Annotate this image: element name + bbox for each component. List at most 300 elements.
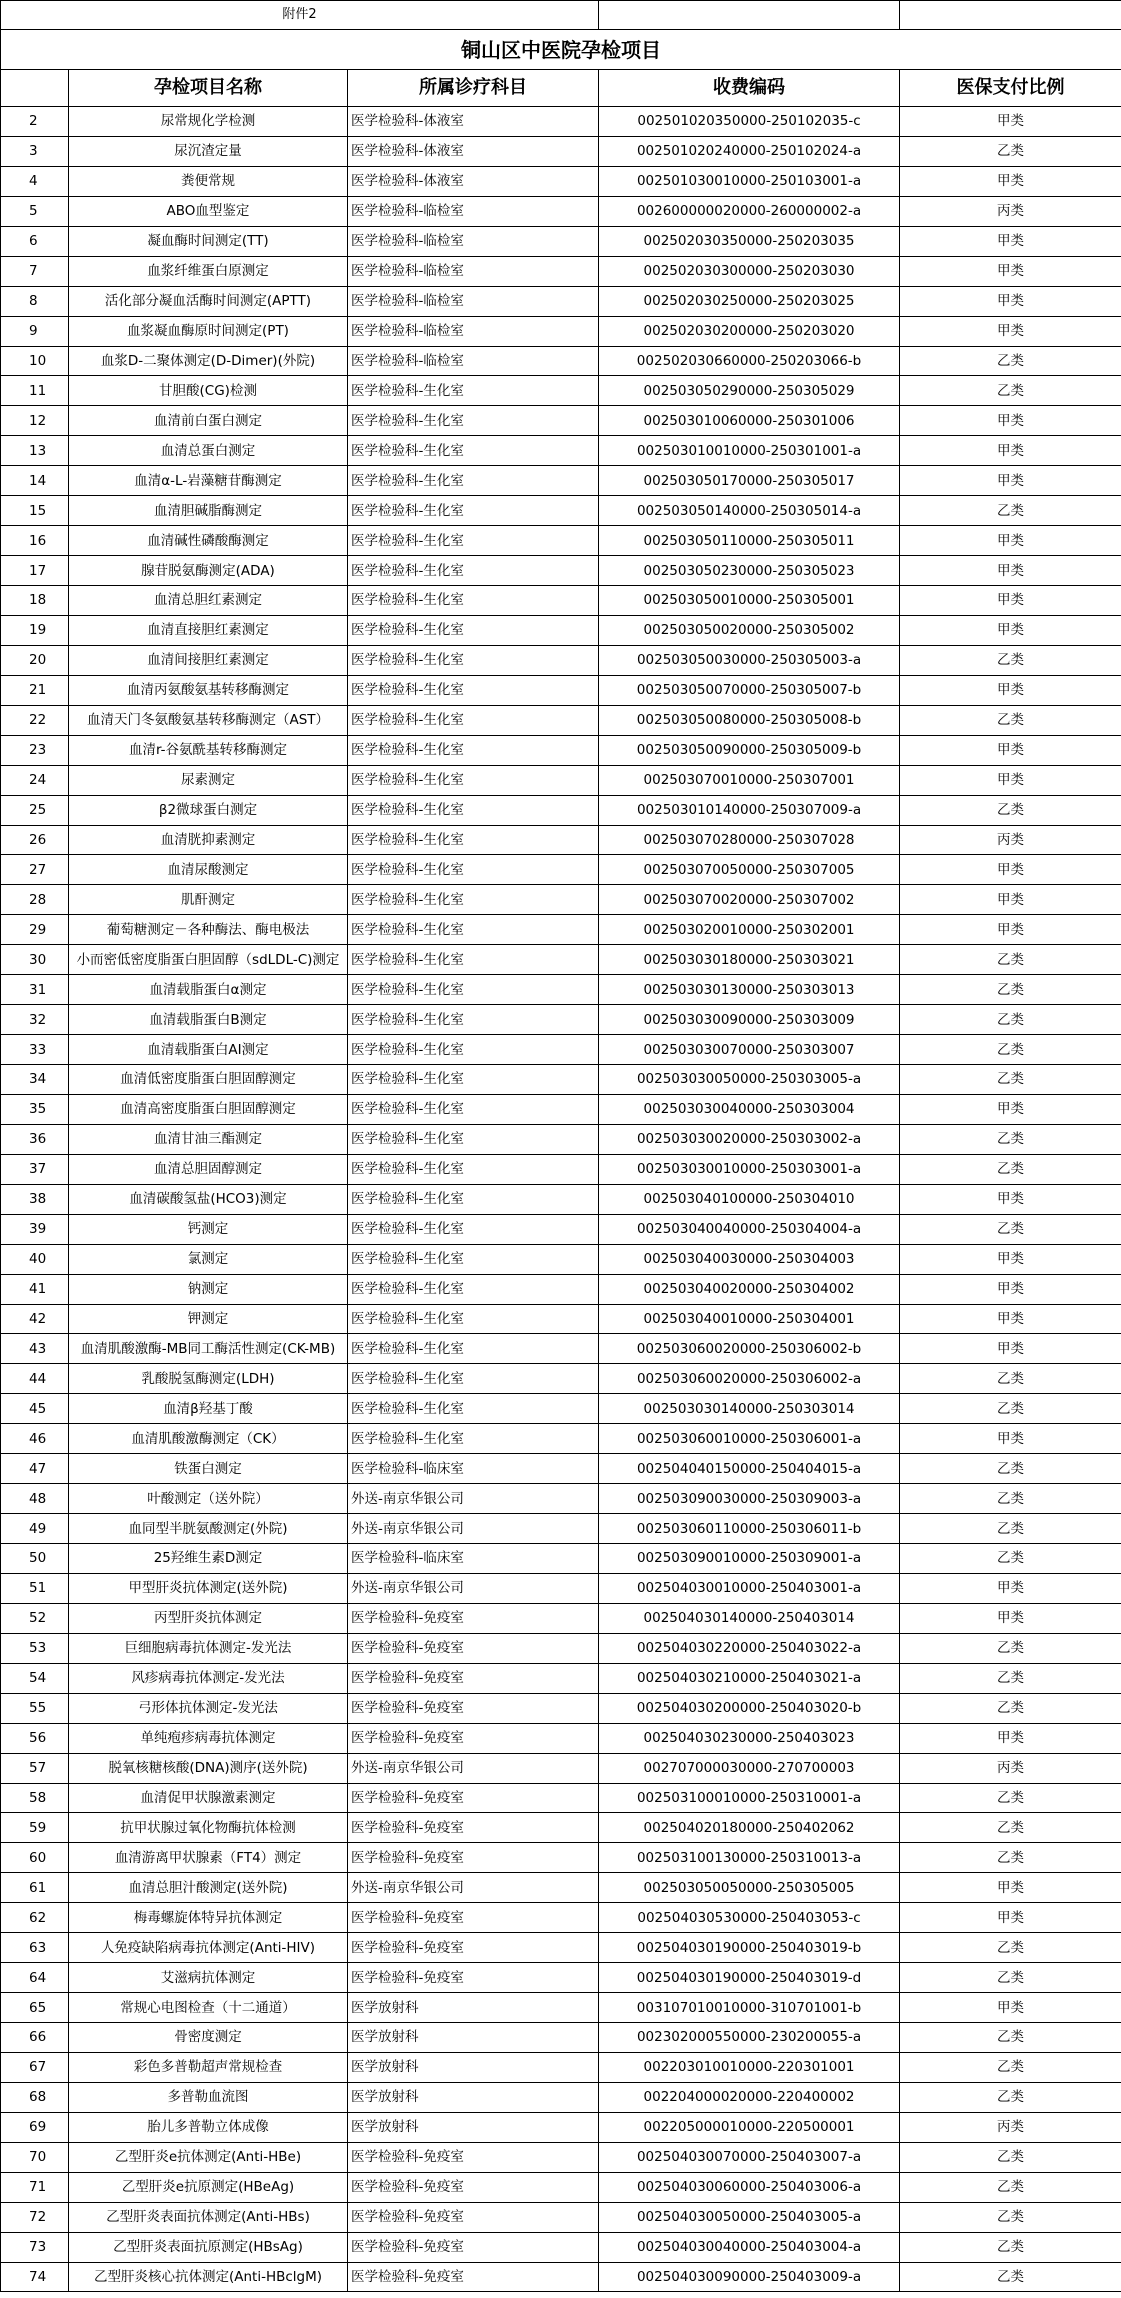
item-name: 叶酸测定（送外院）: [69, 1484, 348, 1514]
fee-code: 002503100010000-250310001-a: [599, 1783, 900, 1813]
fee-code: 002504030090000-250403009-a: [599, 2262, 900, 2292]
header-department: 所属诊疗科目: [348, 70, 599, 107]
department: 医学检验科-生化室: [348, 526, 599, 556]
table-row: [1, 1364, 1121, 1394]
item-name: 血清胱抑素测定: [69, 825, 348, 855]
department: 医学检验科-生化室: [348, 645, 599, 675]
department: 医学检验科-生化室: [348, 406, 599, 436]
insurance-ratio: 甲类: [900, 1094, 1121, 1124]
department: 医学检验科-临床室: [348, 1544, 599, 1574]
fee-code: 002501020350000-250102035-c: [599, 107, 900, 137]
insurance-ratio: 甲类: [900, 1603, 1121, 1633]
insurance-ratio: 乙类: [900, 1693, 1121, 1723]
row-number: 40: [1, 1244, 69, 1274]
department: 医学检验科-生化室: [348, 885, 599, 915]
item-name: 血浆D-二聚体测定(D-Dimer)(外院): [69, 346, 348, 376]
header-row: [1, 70, 1121, 107]
department: 医学检验科-免疫室: [348, 2262, 599, 2292]
fee-code: 002504030040000-250403004-a: [599, 2232, 900, 2262]
row-number: 65: [1, 1993, 69, 2023]
row-number: 11: [1, 376, 69, 406]
insurance-ratio: 甲类: [900, 1993, 1121, 2023]
item-name: 钠测定: [69, 1274, 348, 1304]
fee-code: 002504020180000-250402062: [599, 1813, 900, 1843]
department: 医学检验科-免疫室: [348, 1603, 599, 1633]
table-row: [1, 1274, 1121, 1304]
row-number: 25: [1, 795, 69, 825]
row-number: 29: [1, 915, 69, 945]
row-number: 23: [1, 735, 69, 765]
fee-code: 003107010010000-310701001-b: [599, 1993, 900, 2023]
department: 医学检验科-免疫室: [348, 1633, 599, 1663]
row-number: 13: [1, 436, 69, 466]
department: 医学检验科-免疫室: [348, 1903, 599, 1933]
row-number: 4: [1, 166, 69, 196]
row-number: 62: [1, 1903, 69, 1933]
row-number: 70: [1, 2142, 69, 2172]
row-number: 14: [1, 466, 69, 496]
table-row: [1, 2023, 1121, 2053]
insurance-ratio: 乙类: [900, 975, 1121, 1005]
item-name: 葡萄糖测定－各种酶法、酶电极法: [69, 915, 348, 945]
department: 医学检验科-生化室: [348, 1184, 599, 1214]
item-name: 血清碳酸氢盐(HCO3)测定: [69, 1184, 348, 1214]
item-name: 单纯疱疹病毒抗体测定: [69, 1723, 348, 1753]
table-row: [1, 1304, 1121, 1334]
insurance-ratio: 乙类: [900, 1813, 1121, 1843]
insurance-ratio: 乙类: [900, 376, 1121, 406]
insurance-ratio: 甲类: [900, 615, 1121, 645]
item-name: 艾滋病抗体测定: [69, 1963, 348, 1993]
item-name: 铁蛋白测定: [69, 1454, 348, 1484]
department: 医学检验科-免疫室: [348, 1783, 599, 1813]
insurance-ratio: 丙类: [900, 196, 1121, 226]
table-row: [1, 436, 1121, 466]
table-row: [1, 855, 1121, 885]
fee-code: 002502030350000-250203035: [599, 226, 900, 256]
table-row: [1, 1993, 1121, 2023]
insurance-ratio: 甲类: [900, 1873, 1121, 1903]
table-row: [1, 1244, 1121, 1274]
row-number: 53: [1, 1633, 69, 1663]
item-name: 血浆凝血酶原时间测定(PT): [69, 316, 348, 346]
table-row: [1, 1633, 1121, 1663]
department: 医学检验科-临床室: [348, 1454, 599, 1484]
insurance-ratio: 甲类: [900, 526, 1121, 556]
table-row: [1, 136, 1121, 166]
insurance-ratio: 甲类: [900, 1424, 1121, 1454]
fee-code: 002503050030000-250305003-a: [599, 645, 900, 675]
row-number: 57: [1, 1753, 69, 1783]
fee-code: 002205000010000-220500001: [599, 2112, 900, 2142]
table-row: [1, 675, 1121, 705]
item-name: 乙型肝炎e抗原测定(HBeAg): [69, 2172, 348, 2202]
fee-code: 002504030230000-250403023: [599, 1723, 900, 1753]
table-row: [1, 1783, 1121, 1813]
table-row: [1, 586, 1121, 616]
table-row: [1, 735, 1121, 765]
table-row: [1, 376, 1121, 406]
item-name: 人免疫缺陷病毒抗体测定(Anti-HIV): [69, 1933, 348, 1963]
fee-code: 002600000020000-260000002-a: [599, 196, 900, 226]
fee-code: 002503010060000-250301006: [599, 406, 900, 436]
department: 医学检验科-生化室: [348, 1214, 599, 1244]
table-row: [1, 1154, 1121, 1184]
department: 医学放射科: [348, 2112, 599, 2142]
department: 医学检验科-生化室: [348, 1244, 599, 1274]
item-name: 血清α-L-岩藻糖苷酶测定: [69, 466, 348, 496]
item-name: 血清肌酸激酶测定（CK）: [69, 1424, 348, 1454]
fee-code: 002503050230000-250305023: [599, 556, 900, 586]
fee-code: 002503030070000-250303007: [599, 1035, 900, 1065]
fee-code: 002503050090000-250305009-b: [599, 735, 900, 765]
item-name: 丙型肝炎抗体测定: [69, 1603, 348, 1633]
fee-code: 002504030200000-250403020-b: [599, 1693, 900, 1723]
department: 医学检验科-生化室: [348, 1065, 599, 1095]
row-number: 12: [1, 406, 69, 436]
item-name: 彩色多普勒超声常规检查: [69, 2052, 348, 2082]
fee-code: 002503030090000-250303009: [599, 1005, 900, 1035]
table-row: [1, 795, 1121, 825]
row-number: 63: [1, 1933, 69, 1963]
department: 医学检验科-生化室: [348, 376, 599, 406]
item-name: 胎儿多普勒立体成像: [69, 2112, 348, 2142]
row-number: 8: [1, 286, 69, 316]
row-number: 59: [1, 1813, 69, 1843]
item-name: 骨密度测定: [69, 2023, 348, 2053]
row-number: 54: [1, 1663, 69, 1693]
fee-code: 002503040040000-250304004-a: [599, 1214, 900, 1244]
table-row: [1, 166, 1121, 196]
department: 医学检验科-生化室: [348, 586, 599, 616]
table-row: [1, 945, 1121, 975]
fee-code: 002503030020000-250303002-a: [599, 1124, 900, 1154]
insurance-ratio: 乙类: [900, 2142, 1121, 2172]
item-name: 血清尿酸测定: [69, 855, 348, 885]
fee-code: 002503050140000-250305014-a: [599, 496, 900, 526]
department: 医学检验科-生化室: [348, 945, 599, 975]
insurance-ratio: 乙类: [900, 1484, 1121, 1514]
row-number: 45: [1, 1394, 69, 1424]
item-name: 常规心电图检查（十二通道）: [69, 1993, 348, 2023]
row-number: 28: [1, 885, 69, 915]
row-number: 20: [1, 645, 69, 675]
fee-code: 002502030250000-250203025: [599, 286, 900, 316]
insurance-ratio: 甲类: [900, 1334, 1121, 1364]
fee-code: 002502030660000-250203066-b: [599, 346, 900, 376]
table-row: [1, 1663, 1121, 1693]
item-name: 血清高密度脂蛋白胆固醇测定: [69, 1094, 348, 1124]
department: 医学检验科-临检室: [348, 346, 599, 376]
row-number: 47: [1, 1454, 69, 1484]
department: 医学检验科-免疫室: [348, 1813, 599, 1843]
table-row: [1, 256, 1121, 286]
attachment-row: [1, 1, 1121, 30]
table-row: [1, 915, 1121, 945]
table-row: [1, 466, 1121, 496]
row-number: 24: [1, 765, 69, 795]
fee-code: 002503020010000-250302001: [599, 915, 900, 945]
item-name: 抗甲状腺过氧化物酶抗体检测: [69, 1813, 348, 1843]
item-name: 血清r-谷氨酰基转移酶测定: [69, 735, 348, 765]
fee-code: 002504030070000-250403007-a: [599, 2142, 900, 2172]
table-row: [1, 286, 1121, 316]
item-name: 血清总胆固醇测定: [69, 1154, 348, 1184]
item-name: 血清载脂蛋白B测定: [69, 1005, 348, 1035]
item-name: 血清低密度脂蛋白胆固醇测定: [69, 1065, 348, 1095]
fee-code: 002503050080000-250305008-b: [599, 705, 900, 735]
row-number: 15: [1, 496, 69, 526]
item-name: 氯测定: [69, 1244, 348, 1274]
table-row: [1, 556, 1121, 586]
department: 外送-南京华银公司: [348, 1514, 599, 1544]
table-row: [1, 765, 1121, 795]
insurance-ratio: 乙类: [900, 496, 1121, 526]
insurance-ratio: 乙类: [900, 1035, 1121, 1065]
table-row: [1, 406, 1121, 436]
fee-code: 002504030220000-250403022-a: [599, 1633, 900, 1663]
fee-code: 002503040100000-250304010: [599, 1184, 900, 1214]
row-number: 51: [1, 1573, 69, 1603]
insurance-ratio: 甲类: [900, 166, 1121, 196]
department: 医学检验科-生化室: [348, 556, 599, 586]
table-row: [1, 1813, 1121, 1843]
department: 医学检验科-生化室: [348, 1124, 599, 1154]
item-name: 血清天门冬氨酸氨基转移酶测定（AST）: [69, 705, 348, 735]
item-name: 肌酐测定: [69, 885, 348, 915]
insurance-ratio: 乙类: [900, 2232, 1121, 2262]
fee-code: 002504040150000-250404015-a: [599, 1454, 900, 1484]
insurance-ratio: 乙类: [900, 346, 1121, 376]
item-name: 弓形体抗体测定-发光法: [69, 1693, 348, 1723]
insurance-ratio: 乙类: [900, 2172, 1121, 2202]
department: 医学检验科-生化室: [348, 915, 599, 945]
fee-code: 002503090010000-250309001-a: [599, 1544, 900, 1574]
table-row: [1, 1903, 1121, 1933]
row-number: 31: [1, 975, 69, 1005]
item-name: 血清间接胆红素测定: [69, 645, 348, 675]
row-number: 17: [1, 556, 69, 586]
row-number: 61: [1, 1873, 69, 1903]
department: 医学检验科-生化室: [348, 1364, 599, 1394]
row-number: 58: [1, 1783, 69, 1813]
insurance-ratio: 乙类: [900, 1124, 1121, 1154]
department: 医学检验科-生化室: [348, 765, 599, 795]
table-row: [1, 975, 1121, 1005]
department: 外送-南京华银公司: [348, 1873, 599, 1903]
item-name: 甘胆酸(CG)检测: [69, 376, 348, 406]
fee-code: 002503030040000-250303004: [599, 1094, 900, 1124]
row-number: 60: [1, 1843, 69, 1873]
department: 医学检验科-生化室: [348, 1304, 599, 1334]
insurance-ratio: 甲类: [900, 1244, 1121, 1274]
fee-code: 002503050020000-250305002: [599, 615, 900, 645]
table-row: [1, 2082, 1121, 2112]
item-name: 血清总胆红素测定: [69, 586, 348, 616]
insurance-ratio: 甲类: [900, 885, 1121, 915]
department: 医学检验科-生化室: [348, 1274, 599, 1304]
row-number: 50: [1, 1544, 69, 1574]
row-number: 49: [1, 1514, 69, 1544]
insurance-ratio: 乙类: [900, 1633, 1121, 1663]
item-name: 乙型肝炎表面抗体测定(Anti-HBs): [69, 2202, 348, 2232]
insurance-ratio: 甲类: [900, 1573, 1121, 1603]
table-row: [1, 2202, 1121, 2232]
table-row: [1, 1843, 1121, 1873]
insurance-ratio: 乙类: [900, 705, 1121, 735]
row-number: 66: [1, 2023, 69, 2053]
insurance-ratio: 乙类: [900, 1963, 1121, 1993]
insurance-ratio: 乙类: [900, 1544, 1121, 1574]
table-row: [1, 615, 1121, 645]
insurance-ratio: 乙类: [900, 1154, 1121, 1184]
fee-code: 002503050070000-250305007-b: [599, 675, 900, 705]
fee-code: 002707000030000-270700003: [599, 1753, 900, 1783]
insurance-ratio: 甲类: [900, 1903, 1121, 1933]
row-number: 67: [1, 2052, 69, 2082]
fee-code: 002503030050000-250303005-a: [599, 1065, 900, 1095]
insurance-ratio: 乙类: [900, 1663, 1121, 1693]
insurance-ratio: 乙类: [900, 795, 1121, 825]
row-number: 48: [1, 1484, 69, 1514]
header-item-name: 孕检项目名称: [69, 70, 348, 107]
department: 医学检验科-生化室: [348, 735, 599, 765]
row-number: 33: [1, 1035, 69, 1065]
table-row: [1, 2112, 1121, 2142]
table-row: [1, 2232, 1121, 2262]
item-name: 梅毒螺旋体特异抗体测定: [69, 1903, 348, 1933]
table-row: [1, 1514, 1121, 1544]
item-name: 25羟维生素D测定: [69, 1544, 348, 1574]
insurance-ratio: 乙类: [900, 945, 1121, 975]
insurance-ratio: 丙类: [900, 1753, 1121, 1783]
fee-code: 002503040020000-250304002: [599, 1274, 900, 1304]
department: 医学检验科-生化室: [348, 1424, 599, 1454]
fee-code: 002503060110000-250306011-b: [599, 1514, 900, 1544]
table-row: [1, 1184, 1121, 1214]
row-number: 44: [1, 1364, 69, 1394]
row-number: 21: [1, 675, 69, 705]
row-number: 5: [1, 196, 69, 226]
item-name: 乳酸脱氢酶测定(LDH): [69, 1364, 348, 1394]
fee-code: 002503100130000-250310013-a: [599, 1843, 900, 1873]
department: 医学检验科-免疫室: [348, 2232, 599, 2262]
insurance-ratio: 乙类: [900, 2052, 1121, 2082]
item-name: 乙型肝炎表面抗原测定(HBsAg): [69, 2232, 348, 2262]
row-number: 42: [1, 1304, 69, 1334]
fee-code: 002503050290000-250305029: [599, 376, 900, 406]
item-name: 风疹病毒抗体测定-发光法: [69, 1663, 348, 1693]
blank-cell: [599, 1, 900, 30]
table-row: [1, 2172, 1121, 2202]
table-row: [1, 346, 1121, 376]
department: 医学检验科-临检室: [348, 286, 599, 316]
fee-code: 002501020240000-250102024-a: [599, 136, 900, 166]
row-number: 41: [1, 1274, 69, 1304]
row-number: 16: [1, 526, 69, 556]
item-name: 血清总蛋白测定: [69, 436, 348, 466]
row-number: 35: [1, 1094, 69, 1124]
insurance-ratio: 甲类: [900, 765, 1121, 795]
row-number: 69: [1, 2112, 69, 2142]
fee-code: 002504030530000-250403053-c: [599, 1903, 900, 1933]
fee-code: 002504030190000-250403019-b: [599, 1933, 900, 1963]
item-name: 钙测定: [69, 1214, 348, 1244]
item-name: 血浆纤维蛋白原测定: [69, 256, 348, 286]
fee-code: 002503070020000-250307002: [599, 885, 900, 915]
row-number: 55: [1, 1693, 69, 1723]
item-name: 多普勒血流图: [69, 2082, 348, 2112]
item-name: 尿沉渣定量: [69, 136, 348, 166]
table-row: [1, 1454, 1121, 1484]
fee-code: 002504030010000-250403001-a: [599, 1573, 900, 1603]
table-row: [1, 2142, 1121, 2172]
insurance-ratio: 甲类: [900, 107, 1121, 137]
attachment-label: 附件2: [1, 1, 599, 30]
item-name: 小而密低密度脂蛋白胆固醇（sdLDL-C)测定: [69, 945, 348, 975]
item-name: 血清碱性磷酸酶测定: [69, 526, 348, 556]
table-row: [1, 196, 1121, 226]
insurance-ratio: 乙类: [900, 1514, 1121, 1544]
insurance-ratio: 甲类: [900, 1723, 1121, 1753]
department: 外送-南京华银公司: [348, 1573, 599, 1603]
row-number: 27: [1, 855, 69, 885]
table-row: [1, 885, 1121, 915]
department: 外送-南京华银公司: [348, 1484, 599, 1514]
department: 医学放射科: [348, 1993, 599, 2023]
department: 医学检验科-生化室: [348, 1334, 599, 1364]
insurance-ratio: 甲类: [900, 226, 1121, 256]
item-name: 血清直接胆红素测定: [69, 615, 348, 645]
table-row: [1, 1873, 1121, 1903]
table-row: [1, 705, 1121, 735]
row-number: 71: [1, 2172, 69, 2202]
fee-code: 002503070050000-250307005: [599, 855, 900, 885]
header-insurance-ratio: 医保支付比例: [900, 70, 1121, 107]
fee-code: 002503060010000-250306001-a: [599, 1424, 900, 1454]
department: 医学检验科-生化室: [348, 1005, 599, 1035]
fee-code: 002503050170000-250305017: [599, 466, 900, 496]
fee-code: 002503050010000-250305001: [599, 586, 900, 616]
insurance-ratio: 乙类: [900, 1065, 1121, 1095]
insurance-ratio: 甲类: [900, 466, 1121, 496]
fee-code: 002502030300000-250203030: [599, 256, 900, 286]
fee-code: 002501030010000-250103001-a: [599, 166, 900, 196]
row-number: 9: [1, 316, 69, 346]
table-row: [1, 1394, 1121, 1424]
row-number: 43: [1, 1334, 69, 1364]
fee-code: 002503030140000-250303014: [599, 1394, 900, 1424]
blank-cell: [900, 1, 1121, 30]
table-row: [1, 1963, 1121, 1993]
table-row: [1, 1005, 1121, 1035]
item-name: 尿素测定: [69, 765, 348, 795]
item-name: 血清总胆汁酸测定(送外院): [69, 1873, 348, 1903]
department: 医学检验科-免疫室: [348, 2202, 599, 2232]
row-number: 18: [1, 586, 69, 616]
insurance-ratio: 乙类: [900, 1783, 1121, 1813]
row-number: 37: [1, 1154, 69, 1184]
insurance-ratio: 乙类: [900, 2023, 1121, 2053]
table-row: [1, 1065, 1121, 1095]
table-row: [1, 316, 1121, 346]
table-row: [1, 2262, 1121, 2292]
item-name: 乙型肝炎e抗体测定(Anti-HBe): [69, 2142, 348, 2172]
item-name: 血清载脂蛋白AI测定: [69, 1035, 348, 1065]
table-row: [1, 1484, 1121, 1514]
fee-code: 002504030190000-250403019-d: [599, 1963, 900, 1993]
item-name: 血清胆碱脂酶测定: [69, 496, 348, 526]
